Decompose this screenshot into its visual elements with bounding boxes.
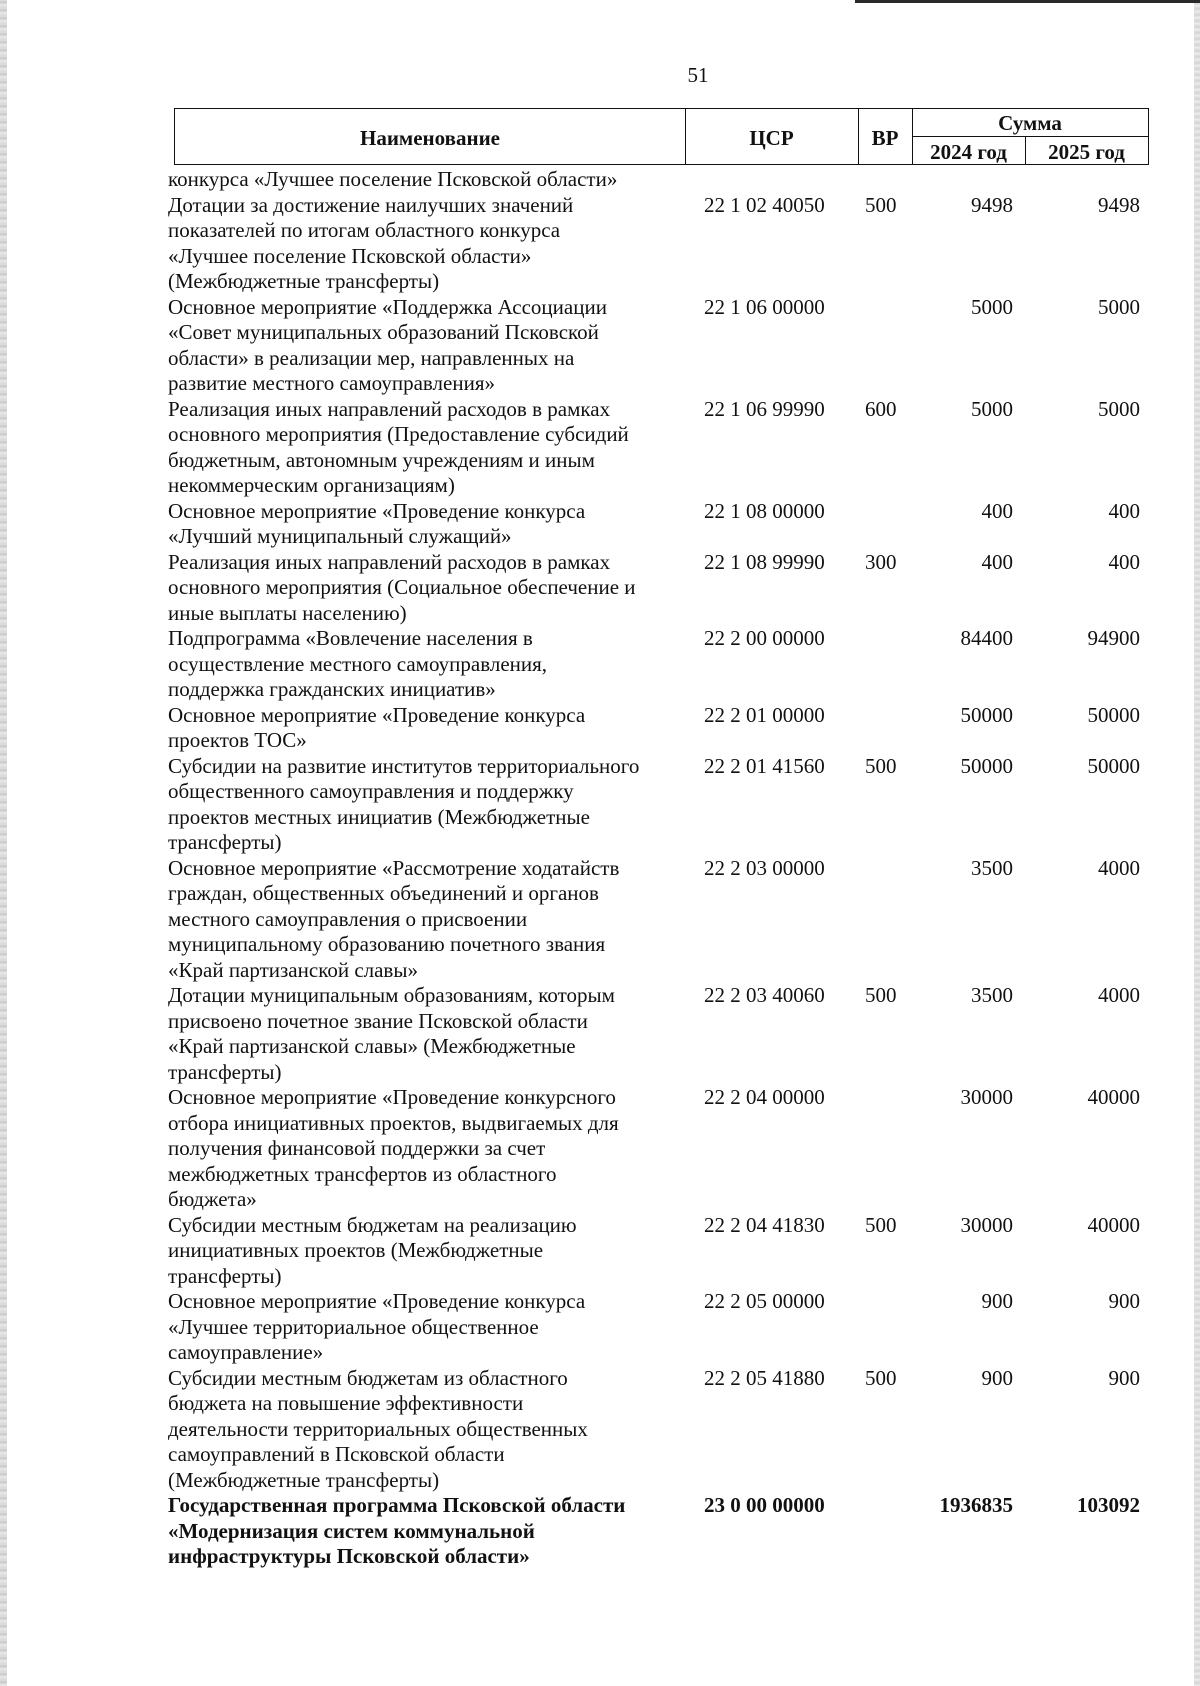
cell-name-line: иные выплаты населению) xyxy=(168,600,407,625)
cell-name-line: Основное мероприятие «Проведение конкурсного xyxy=(168,1085,616,1109)
cell-vr: 300 xyxy=(865,549,897,574)
cell-name xyxy=(168,167,678,193)
cell-name xyxy=(168,1213,678,1290)
cell-name-line: бюджета» xyxy=(168,1187,257,1211)
cell-name xyxy=(168,295,678,397)
cell-name-line: трансферты) xyxy=(168,830,282,854)
cell-name-line: «Модернизация систем коммунальной xyxy=(168,1518,535,1543)
header-csr: ЦСР xyxy=(749,126,794,150)
cell-csr: 22 1 06 99990 xyxy=(704,396,825,421)
cell-sum-2024: 400 xyxy=(981,498,1013,523)
cell-name xyxy=(168,1085,678,1213)
cell-sum-2025: 103092 xyxy=(1077,1493,1140,1517)
table-row xyxy=(0,550,1200,627)
cell-csr: 22 1 02 40050 xyxy=(704,192,825,217)
cell-name-line: присвоено почетное звание Псковской области xyxy=(168,1008,588,1033)
table-row xyxy=(0,1085,1200,1213)
cell-name xyxy=(168,983,678,1085)
cell-name xyxy=(168,703,678,754)
cell-sum-2024: 1936835 xyxy=(939,1493,1013,1517)
page-number: 51 xyxy=(687,63,709,87)
cell-name xyxy=(168,193,678,295)
cell-name-line: трансферты) xyxy=(168,1263,282,1288)
cell-name-line: проектов ТОС» xyxy=(168,728,307,752)
table-row xyxy=(0,856,1200,984)
cell-name-line: некоммерческим организациям) xyxy=(168,473,455,497)
cell-sum-2025: 50000 xyxy=(1087,753,1140,778)
cell-name xyxy=(168,1289,678,1366)
cell-csr: 22 2 03 40060 xyxy=(704,983,825,1007)
cell-name-line: межбюджетных трансфертов из областного xyxy=(168,1161,557,1186)
cell-name-line: основного мероприятия (Социальное обеспечение и xyxy=(168,575,636,599)
cell-name-line: самоуправление» xyxy=(168,1340,324,1364)
cell-name-line: развитие местного самоуправления» xyxy=(168,371,495,395)
cell-sum-2025: 4000 xyxy=(1098,983,1140,1007)
cell-name-line: области» в реализации мер, направленных на xyxy=(168,345,575,370)
table-row xyxy=(0,1213,1200,1290)
cell-name xyxy=(168,397,678,499)
cell-name-line: Основное мероприятие «Проведение конкурса xyxy=(168,498,586,523)
header-year-2025: 2025 год xyxy=(1048,140,1125,164)
cell-name-line: инициативных проектов (Межбюджетные xyxy=(168,1238,544,1262)
cell-sum-2024: 3500 xyxy=(971,983,1013,1007)
cell-sum-2025: 50000 xyxy=(1087,702,1140,727)
cell-name-line: Государственная программа Псковской области xyxy=(168,1493,626,1517)
cell-sum-2024: 30000 xyxy=(960,1085,1013,1109)
cell-csr: 22 1 08 99990 xyxy=(704,549,825,574)
cell-name xyxy=(168,1493,678,1570)
cell-sum-2025: 400 xyxy=(1108,549,1140,574)
table-row xyxy=(0,754,1200,856)
cell-name-line: Дотации муниципальным образованиям, которым xyxy=(168,983,615,1007)
cell-vr: 500 xyxy=(865,983,897,1007)
cell-csr: 22 2 05 00000 xyxy=(704,1289,825,1313)
cell-name-line: инфраструктуры Псковской области» xyxy=(168,1544,530,1568)
table-row xyxy=(0,983,1200,1085)
cell-csr: 22 1 06 00000 xyxy=(704,294,825,319)
cell-name-line: поддержка гражданских инициатив» xyxy=(168,677,496,701)
cell-name-line: конкурса «Лучшее поселение Псковской области» xyxy=(168,167,618,191)
cell-name-line: (Межбюджетные трансферты) xyxy=(168,269,440,293)
scan-top-line xyxy=(855,0,1200,3)
cell-name-line: основного мероприятия (Предоставление субсидий xyxy=(168,422,629,446)
cell-name xyxy=(168,499,678,550)
cell-name-line: Реализация иных направлений расходов в рамках xyxy=(168,549,611,574)
cell-name-line: «Совет муниципальных образований Псковской xyxy=(168,320,599,344)
header-name: Наименование xyxy=(360,126,500,150)
cell-sum-2025: 40000 xyxy=(1087,1085,1140,1109)
cell-csr: 22 2 01 00000 xyxy=(704,702,825,727)
cell-name-line: проектов местных инициатив (Межбюджетные xyxy=(168,804,590,829)
cell-sum-2024: 900 xyxy=(981,1289,1013,1313)
cell-vr: 500 xyxy=(865,1365,897,1390)
cell-name xyxy=(168,626,678,703)
cell-name-line: Основное мероприятие «Поддержка Ассоциации xyxy=(168,294,607,319)
cell-sum-2025: 900 xyxy=(1108,1365,1140,1390)
cell-sum-2025: 9498 xyxy=(1098,192,1140,217)
cell-name-line: «Край партизанской славы» (Межбюджетные xyxy=(168,1034,576,1058)
cell-name-line: «Лучший муниципальный служащий» xyxy=(168,524,512,548)
cell-name-line: Основное мероприятие «Проведение конкурса xyxy=(168,1289,586,1313)
table-row xyxy=(0,1366,1200,1494)
cell-name-line: получения финансовой поддержки за счет xyxy=(168,1136,546,1160)
cell-name xyxy=(168,550,678,627)
header-sum-underline xyxy=(912,136,1148,137)
cell-csr: 22 2 00 00000 xyxy=(704,626,825,650)
cell-sum-2024: 50000 xyxy=(960,753,1013,778)
cell-name-line: Основное мероприятие «Проведение конкурса xyxy=(168,702,586,727)
cell-name-line: местного самоуправления о присвоении xyxy=(168,906,528,931)
table-row xyxy=(0,167,1200,193)
cell-name xyxy=(168,754,678,856)
cell-name-line: «Край партизанской славы» xyxy=(168,957,418,982)
cell-name-line: самоуправлений в Псковской области xyxy=(168,1442,505,1466)
cell-vr: 500 xyxy=(865,1212,897,1237)
cell-name-line: осуществление местного самоуправления, xyxy=(168,651,548,676)
cell-sum-2025: 900 xyxy=(1108,1289,1140,1313)
cell-csr: 22 2 03 00000 xyxy=(704,855,825,880)
cell-name-line: Основное мероприятие «Рассмотрение ходатайств xyxy=(168,855,620,880)
cell-sum-2024: 84400 xyxy=(960,626,1013,650)
cell-sum-2024: 5000 xyxy=(971,396,1013,421)
header-vr: ВР xyxy=(871,126,899,150)
table-row xyxy=(0,397,1200,499)
cell-name-line: Субсидии на развитие институтов территориального xyxy=(168,753,640,778)
table-row xyxy=(0,295,1200,397)
cell-csr: 22 2 04 41830 xyxy=(704,1212,825,1237)
cell-name-line: Субсидии местным бюджетам из областного xyxy=(168,1365,568,1390)
cell-sum-2025: 5000 xyxy=(1098,396,1140,421)
cell-vr: 500 xyxy=(865,753,897,778)
cell-sum-2024: 3500 xyxy=(971,855,1013,880)
cell-vr: 600 xyxy=(865,396,897,421)
cell-csr: 23 0 00 00000 xyxy=(704,1493,825,1517)
cell-name-line: Дотации за достижение наилучших значений xyxy=(168,192,574,217)
cell-sum-2024: 30000 xyxy=(960,1212,1013,1237)
cell-name-line: трансферты) xyxy=(168,1059,282,1084)
cell-sum-2024: 400 xyxy=(981,549,1013,574)
cell-name-line: муниципальному образованию почетного звания xyxy=(168,932,606,956)
cell-name-line: «Лучшее территориальное общественное xyxy=(168,1314,539,1339)
cell-csr: 22 2 04 00000 xyxy=(704,1085,825,1109)
cell-sum-2024: 9498 xyxy=(971,192,1013,217)
cell-vr: 500 xyxy=(865,192,897,217)
cell-sum-2024: 5000 xyxy=(971,294,1013,319)
header-year-2024: 2024 год xyxy=(930,140,1007,164)
cell-name xyxy=(168,1366,678,1494)
table-header xyxy=(174,108,1149,165)
cell-name-line: отбора инициативных проектов, выдвигаемых для xyxy=(168,1110,619,1135)
cell-name-line: бюджета на повышение эффективности xyxy=(168,1391,524,1415)
cell-name-line: общественного самоуправления и поддержку xyxy=(168,779,574,803)
cell-sum-2024: 50000 xyxy=(960,702,1013,727)
cell-sum-2024: 900 xyxy=(981,1365,1013,1390)
table-row xyxy=(0,193,1200,295)
cell-name-line: показателей по итогам областного конкурса xyxy=(168,218,561,242)
cell-csr: 22 2 01 41560 xyxy=(704,753,825,778)
header-sum: Сумма xyxy=(998,111,1062,135)
cell-sum-2025: 40000 xyxy=(1087,1212,1140,1237)
table-row xyxy=(0,1289,1200,1366)
cell-name xyxy=(168,856,678,984)
cell-csr: 22 1 08 00000 xyxy=(704,498,825,523)
cell-name-line: бюджетным, автономным учреждениям и иным xyxy=(168,447,595,472)
cell-name-line: Субсидии местным бюджетам на реализацию xyxy=(168,1212,577,1237)
cell-name-line: деятельности территориальных общественных xyxy=(168,1416,588,1441)
table-row xyxy=(0,499,1200,550)
cell-sum-2025: 5000 xyxy=(1098,294,1140,319)
table-row xyxy=(0,1493,1200,1570)
cell-csr: 22 2 05 41880 xyxy=(704,1365,825,1390)
cell-name-line: граждан, общественных объединений и органов xyxy=(168,881,599,905)
table-row xyxy=(0,703,1200,754)
cell-name-line: «Лучшее поселение Псковской области» xyxy=(168,243,532,268)
cell-sum-2025: 94900 xyxy=(1087,626,1140,650)
cell-sum-2025: 4000 xyxy=(1098,855,1140,880)
cell-name-line: (Межбюджетные трансферты) xyxy=(168,1467,440,1492)
cell-sum-2025: 400 xyxy=(1108,498,1140,523)
table-row xyxy=(0,626,1200,703)
cell-name-line: Подпрограмма «Вовлечение населения в xyxy=(168,626,533,650)
cell-name-line: Реализация иных направлений расходов в рамках xyxy=(168,396,611,421)
